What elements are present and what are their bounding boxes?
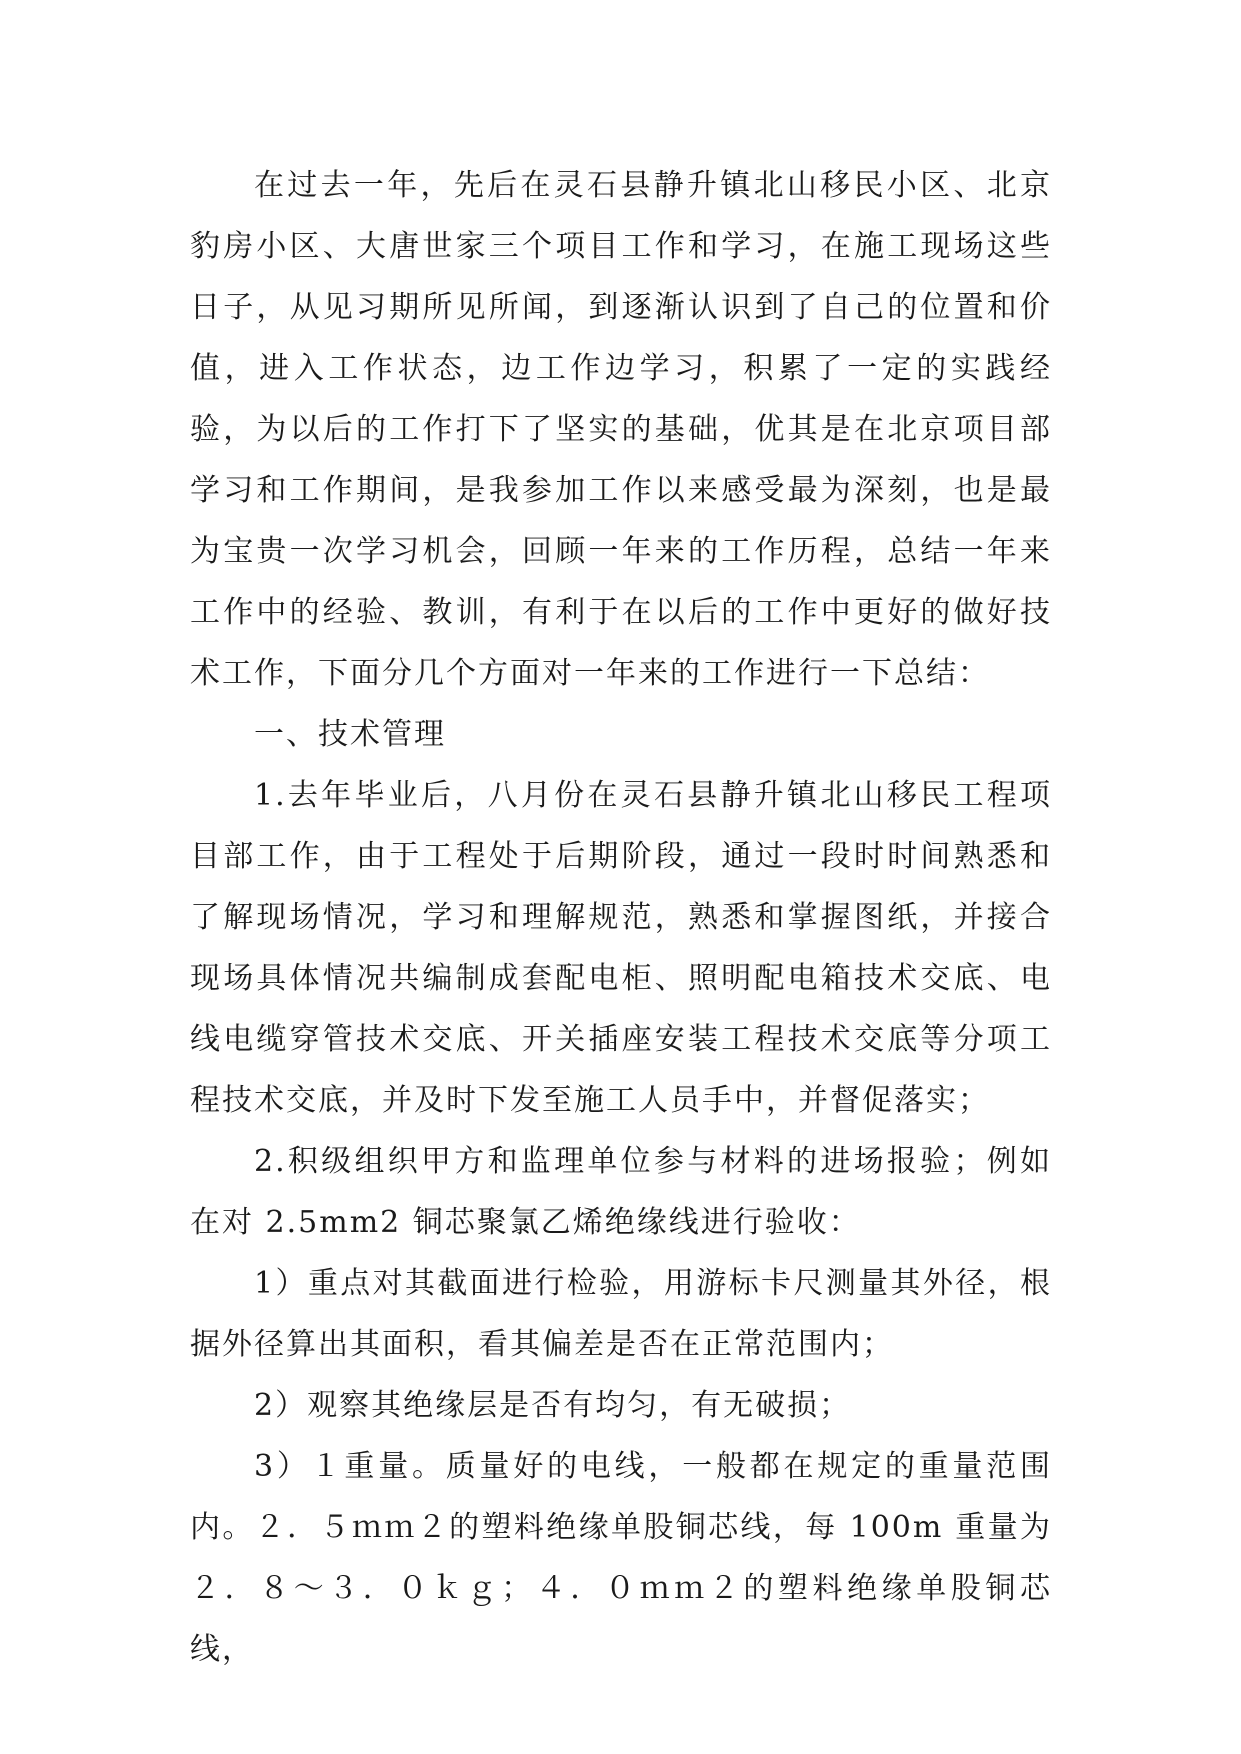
paragraph-intro: 在过去一年，先后在灵石县静升镇北山移民小区、北京豹房小区、大唐世家三个项目工作和学习，在施工现场这些日子，从见习期所见所闻，到逐渐认识到了自己的位置和价值，进入工作状态，边工作边学习，积累了一定的实践经验，为以后的工作打下了坚实的基础，优其是在北京项目部学习和工作期间，是我参加工作以来感受最为深刻，也是最为宝贵一次学习机会，回顾一年来的工作历程，总结一年来工作中的经验、教训，有利于在以后的工作中更好的做好技术工作，下面分几个方面对一年来的工作进行一下总结：: [190, 168, 1052, 691]
paragraph-subitem-2: 2）观察其绝缘层是否有均匀，有无破损；: [254, 1388, 852, 1423]
body-text: [190, 155, 1052, 1680]
paragraph-subitem-1: 1）重点对其截面进行检验，用游标卡尺测量其外径，根据外径算出其面积，看其偏差是否在正常范围内；: [190, 1266, 1052, 1362]
paragraph-item-1: 1.去年毕业后，八月份在灵石县静升镇北山移民工程项目部工作，由于工程处于后期阶段，通过一段时时间熟悉和了解现场情况，学习和理解规范，熟悉和掌握图纸，并接合现场具体情况共编制成套配电柜、照明配电箱技术交底、电线电缆穿管技术交底、开关插座安装工程技术交底等分项工程技术交底，并及时下发至施工人员手中，并督促落实；: [190, 778, 1052, 1118]
section-heading-technical-management: 一、技术管理: [254, 717, 446, 752]
paragraph-subitem-3: 3）１重量。质量好的电线，一般都在规定的重量范围内。２．５ｍｍ２的塑料绝缘单股铜芯线，每 100m 重量为２．８～３．０ｋｇ；４．０ｍｍ２的塑料绝缘单股铜芯线，: [190, 1449, 1052, 1667]
paragraph-item-2: 2.积级组织甲方和监理单位参与材料的进场报验；例如在对 2.5mm2 铜芯聚氯乙烯绝缘线进行验收：: [190, 1144, 1052, 1240]
